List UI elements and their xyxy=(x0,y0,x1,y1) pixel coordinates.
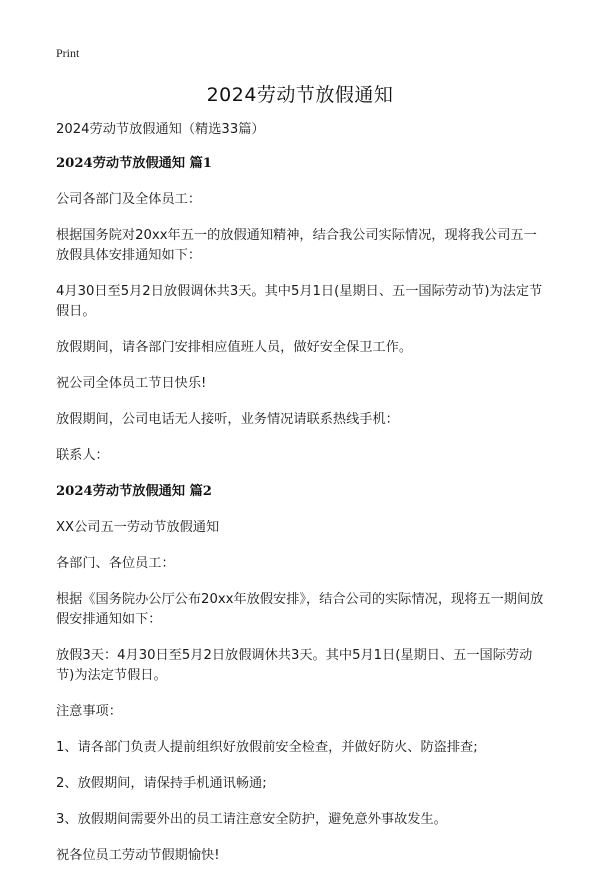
section-2-greeting: 各部门、各位员工： xyxy=(56,556,175,571)
section-2-notes-label: 注意事项： xyxy=(56,704,122,719)
page-title: 2024劳动节放假通知 xyxy=(206,84,394,106)
section-2-note: 2、放假期间，请保持手机通讯畅通; xyxy=(56,776,267,791)
section-1-greeting: 公司各部门及全体员工： xyxy=(56,192,202,207)
section-1-paragraph: 放假期间，请各部门安排相应值班人员，做好安全保卫工作。 xyxy=(56,340,413,355)
document-body xyxy=(56,120,548,882)
document-subtitle: 2024劳动节放假通知（精选33篇） xyxy=(56,122,265,137)
print-link[interactable]: Print xyxy=(56,46,80,60)
section-2-paragraph: 放假3天：4月30日至5月2日放假调休共3天。其中5月1日(星期日、五一国际劳动节)为法定节假日。 xyxy=(56,648,533,683)
section-2-note: 3、放假期间需要外出的员工请注意安全防护，避免意外事故发生。 xyxy=(56,812,447,827)
section-1-contact: 联系人： xyxy=(56,448,109,463)
section-1-paragraph: 放假期间，公司电话无人接听，业务情况请联系热线手机： xyxy=(56,412,399,427)
section-1-heading: 2024劳动节放假通知 篇1 xyxy=(56,156,212,171)
section-1-paragraph: 4月30日至5月2日放假调休共3天。其中5月1日(星期日、五一国际劳动节)为法定节假日。 xyxy=(56,284,543,319)
section-2-paragraph: 根据《国务院办公厅公布20xx年放假安排》，结合公司的实际情况，现将五一期间放假安排通知如下： xyxy=(56,592,544,627)
section-2-note: 1、请各部门负责人提前组织好放假前安全检查，并做好防火、防盗排查; xyxy=(56,740,478,755)
section-1-paragraph: 根据国务院对20xx年五一的放假通知精神，结合我公司实际情况，现将我公司五一放假具体安排通知如下： xyxy=(56,228,537,263)
section-2-heading: 2024劳动节放假通知 篇2 xyxy=(56,484,212,499)
section-2-closing: 祝各位员工劳动节假期愉快! xyxy=(56,848,220,863)
section-2-title-line: XX公司五一劳动节放假通知 xyxy=(56,520,220,535)
section-1-paragraph: 祝公司全体员工节日快乐! xyxy=(56,376,207,391)
